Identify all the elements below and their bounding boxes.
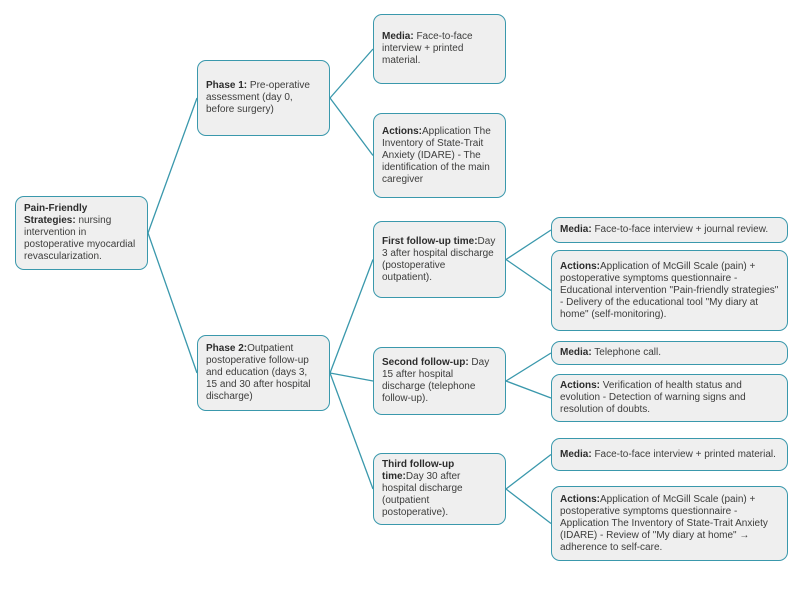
node-third-follow-up-actions [551, 486, 788, 561]
connector-line [330, 49, 373, 98]
node-text: Media: Face-to-face interview + printed material. [382, 31, 473, 66]
connector-line [506, 489, 551, 524]
connector-line [148, 233, 197, 373]
node-text: Third follow-up time:Day 30 after hospital discharge (outpatient postoperative). [382, 459, 463, 518]
node-first-follow-up-media [551, 217, 788, 243]
node-text: Phase 2:Outpatient postoperative follow-up and education (days 3, 15 and 30 after hospital discharge) [206, 343, 311, 402]
node-first-follow-up-actions [551, 250, 788, 331]
node-third-follow-up-media [551, 438, 788, 471]
connector-line [148, 98, 197, 233]
node-phase-1-actions [373, 113, 506, 198]
node-second-follow-up-media [551, 341, 788, 365]
node-third-follow-up [373, 453, 506, 525]
node-root-strategy [15, 196, 148, 270]
connector-line [506, 260, 551, 291]
node-text: Media: Face-to-face interview + printed material. [560, 448, 776, 460]
node-text: Actions:Application of McGill Scale (pain) + postoperative symptoms questionnaire - Application The Inventory of State-Trait Anxiety (IDARE) - Review of "My diary at home" → adherence to self-care. [560, 493, 768, 553]
connector-line [506, 455, 551, 490]
node-second-follow-up-actions [551, 374, 788, 422]
connector-line [330, 260, 373, 374]
node-text: Media: Telephone call. [560, 347, 661, 358]
node-text: Media: Face-to-face interview + journal review. [560, 224, 769, 235]
node-text: Phase 1: Pre-operative assessment (day 0, before surgery) [206, 80, 310, 115]
node-text: Actions: Verification of health status and evolution - Detection of warning signs and resolution of doubts. [560, 380, 746, 415]
connector-line [330, 373, 373, 489]
connector-line [330, 373, 373, 381]
connector-line [506, 381, 551, 398]
node-text: Pain-Friendly Strategies: nursing intervention in postoperative myocardial revascularization. [24, 203, 136, 262]
node-first-follow-up [373, 221, 506, 298]
node-phase-1-media [373, 14, 506, 84]
node-phase-2 [197, 335, 330, 411]
connector-line [506, 353, 551, 381]
node-text: First follow-up time:Day 3 after hospital discharge (postoperative outpatient). [382, 235, 496, 283]
node-text: Second follow-up: Day 15 after hospital discharge (telephone follow-up). [382, 357, 490, 404]
node-phase-1 [197, 60, 330, 136]
connector-line [330, 98, 373, 156]
node-text: Actions:Application of McGill Scale (pain) + postoperative symptoms questionnaire - Educational intervention "Pain-friendly strategies" - Delivery of the educational tool "My diary at home" (self-monitoring). [560, 260, 779, 320]
connector-line [506, 230, 551, 260]
node-second-follow-up [373, 347, 506, 415]
node-text: Actions:Application The Inventory of State-Trait Anxiety (IDARE) - The identification of the main caregiver [382, 125, 491, 185]
